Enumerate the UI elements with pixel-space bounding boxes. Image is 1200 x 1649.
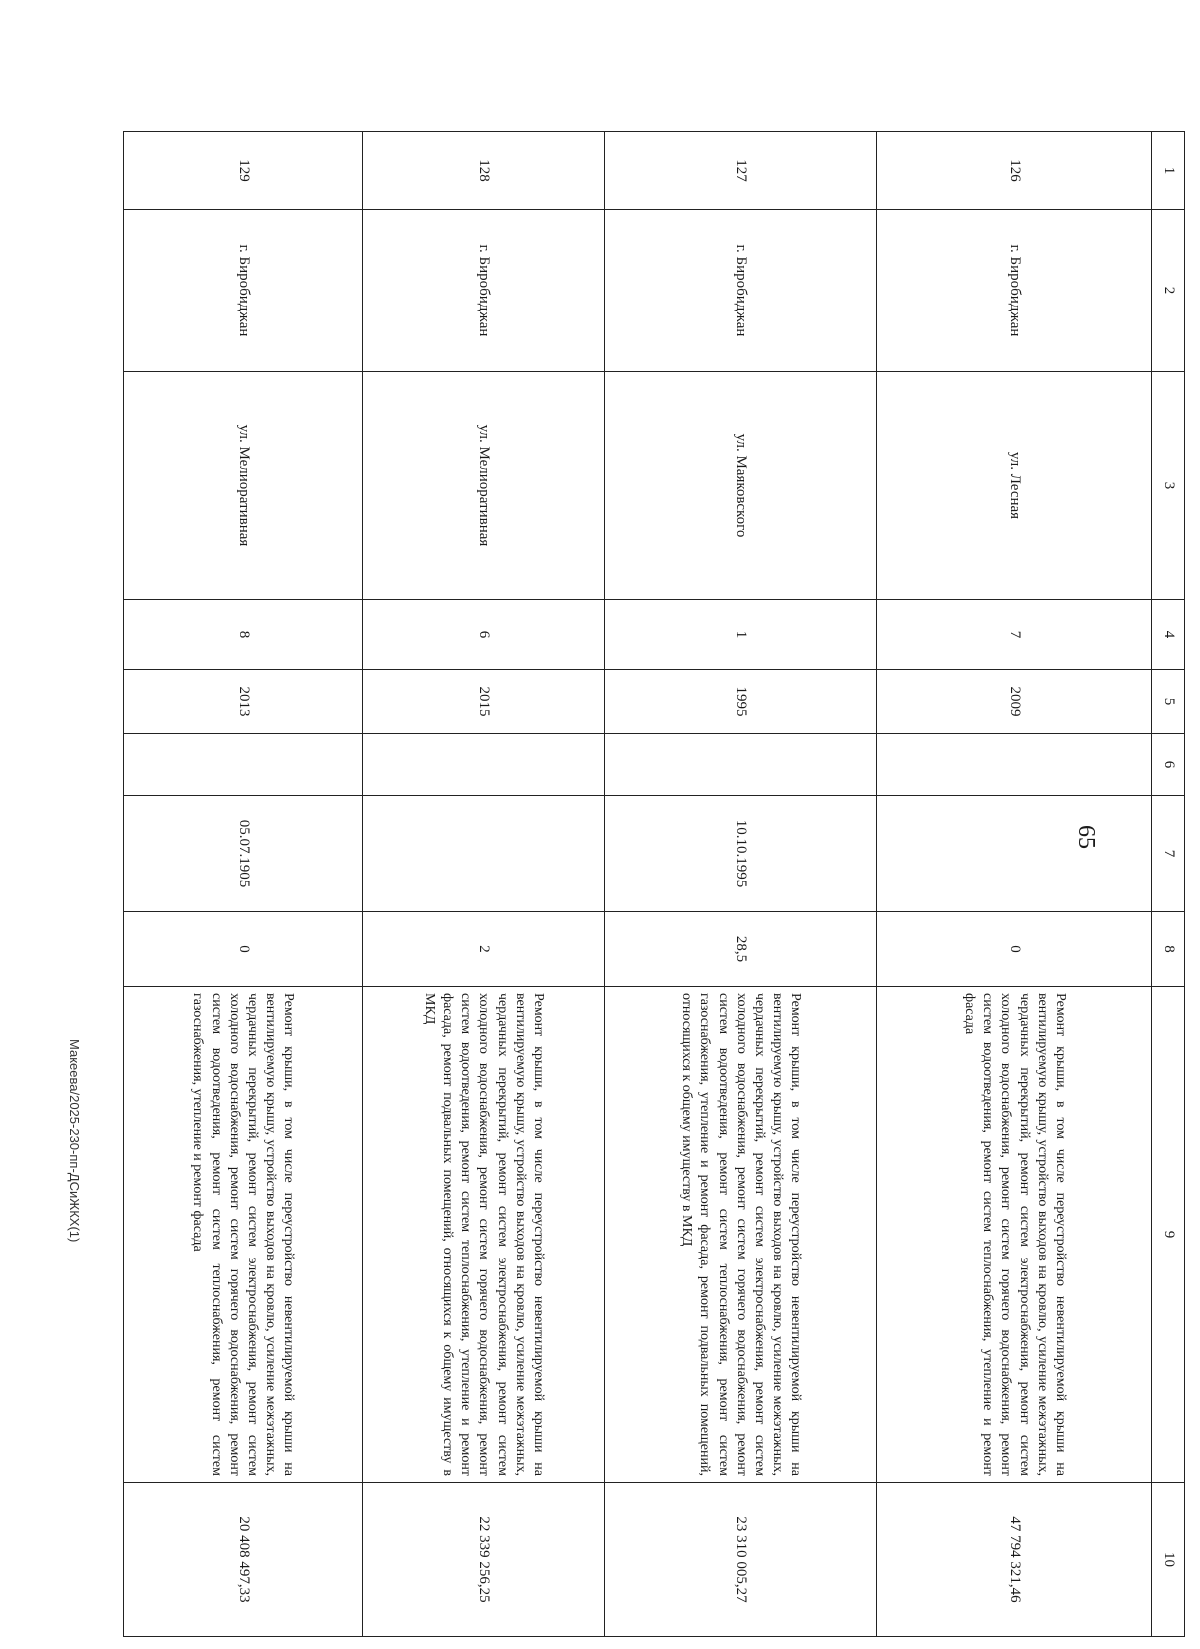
work-description-cell: Ремонт крыши, в том числе переустройство невентилируемой крыши на вентилируемую крышу, устройство выходов на кровлю, усиление межэтажных, чердачных перекрытий, ремонт систем электроснабжения, ремонт систем холодного водоснабжения, ремонт систем горячего водоснабжения, ремонт систем водоотведения, ремонт систем теплоснабжения, утепление и ремонт фасада (877, 987, 1152, 1483)
row-number: 127 (604, 132, 877, 210)
street-cell: ул. Мелиоративная (124, 372, 363, 600)
cost-cell: 47 794 321,46 (877, 1483, 1152, 1637)
header-cell: 1 (1152, 132, 1185, 210)
header-cell: 4 (1152, 600, 1185, 670)
header-cell: 8 (1152, 912, 1185, 987)
row-number: 129 (124, 132, 363, 210)
work-description-cell: Ремонт крыши, в том числе переустройство невентилируемой крыши на вентилируемую крышу, устройство выходов на кровлю, усиление межэтажных, чердачных перекрытий, ремонт систем электроснабжения, ремонт систем холодного водоснабжения, ремонт систем горячего водоснабжения, ремонт систем водоотведения, ремонт систем теплоснабжения, ремонт систем газоснабжения, утепление и ремонт фасада (124, 987, 363, 1483)
header-cell: 10 (1152, 1483, 1185, 1637)
col6-cell (124, 734, 363, 796)
city-cell: г. Биробиджан (362, 210, 604, 372)
col6-cell (877, 734, 1152, 796)
house-cell: 7 (877, 600, 1152, 670)
col8-cell: 2 (362, 912, 604, 987)
table-row (362, 132, 604, 1637)
house-cell: 6 (362, 600, 604, 670)
table-row (877, 132, 1152, 1637)
col6-cell (604, 734, 877, 796)
col8-cell: 0 (877, 912, 1152, 987)
footer-document-id: Макеева/2025-230-пп-ДСиЖКХ(1) (67, 1039, 82, 1243)
header-cell: 6 (1152, 734, 1185, 796)
header-cell: 3 (1152, 372, 1185, 600)
table-row (124, 132, 363, 1637)
page-number: 65 (1073, 825, 1099, 849)
col8-cell: 28,5 (604, 912, 877, 987)
cost-cell: 20 408 497,33 (124, 1483, 363, 1637)
year-cell: 2013 (124, 670, 363, 734)
cost-cell: 22 339 256,25 (362, 1483, 604, 1637)
street-cell: ул. Лесная (877, 372, 1152, 600)
work-description-cell: Ремонт крыши, в том числе переустройство невентилируемой крыши на вентилируемую крышу, устройство выходов на кровлю, усиление межэтажных, чердачных перекрытий, ремонт систем электроснабжения, ремонт систем холодного водоснабжения, ремонт систем горячего водоснабжения, ремонт систем водоотведения, ремонт систем теплоснабжения, ремонт систем газоснабжения, утепление и ремонт фасада, ремонт подвальных помещений, относящихся к общему имуществу в МКД (604, 987, 877, 1483)
cost-cell: 23 310 005,27 (604, 1483, 877, 1637)
date-cell (877, 796, 1152, 912)
header-cell: 5 (1152, 670, 1185, 734)
year-cell: 1995 (604, 670, 877, 734)
table-row (604, 132, 877, 1637)
date-cell: 05.07.1905 (124, 796, 363, 912)
row-number: 126 (877, 132, 1152, 210)
house-cell: 8 (124, 600, 363, 670)
year-cell: 2009 (877, 670, 1152, 734)
date-cell: 10.10.1995 (604, 796, 877, 912)
repair-schedule-table (123, 131, 1185, 1637)
city-cell: г. Биробиджан (877, 210, 1152, 372)
col6-cell (362, 734, 604, 796)
work-description-cell: Ремонт крыши, в том числе переустройство невентилируемой крыши на вентилируемую крышу, устройство выходов на кровлю, усиление межэтажных, чердачных перекрытий, ремонт систем электроснабжения, ремонт систем холодного водоснабжения, ремонт систем горячего водоснабжения, ремонт систем водоотведения, ремонт систем теплоснабжения, утепление и ремонт фасада, ремонт подвальных помещений, относящихся к общему имуществу в МКД (362, 987, 604, 1483)
city-cell: г. Биробиджан (604, 210, 877, 372)
header-row (1152, 132, 1185, 1637)
street-cell: ул. Мелиоративная (362, 372, 604, 600)
city-cell: г. Биробиджан (124, 210, 363, 372)
house-cell: 1 (604, 600, 877, 670)
year-cell: 2015 (362, 670, 604, 734)
col8-cell: 0 (124, 912, 363, 987)
street-cell: ул. Маяковского (604, 372, 877, 600)
header-cell: 7 (1152, 796, 1185, 912)
row-number: 128 (362, 132, 604, 210)
header-cell: 9 (1152, 987, 1185, 1483)
header-cell: 2 (1152, 210, 1185, 372)
date-cell (362, 796, 604, 912)
